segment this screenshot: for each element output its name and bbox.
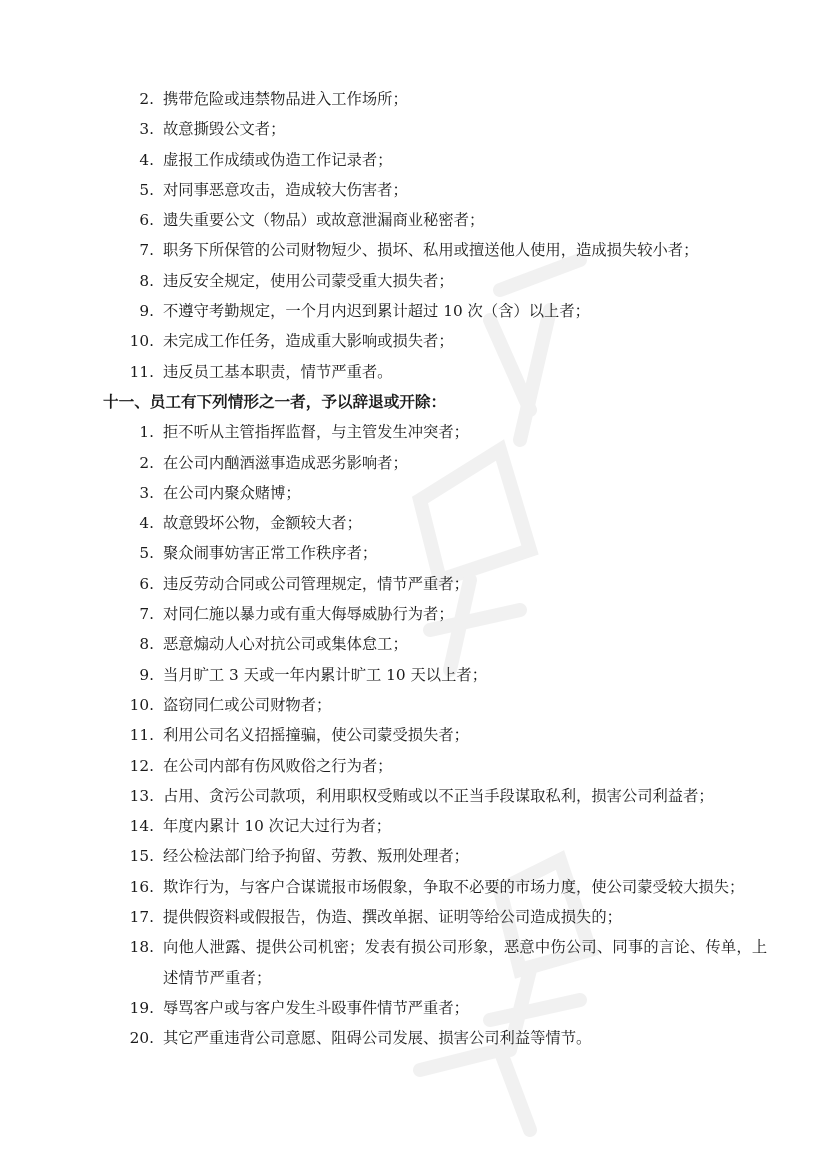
list-item: 9. 当月旷工 3 天或一年内累计旷工 10 天以上者； — [139, 665, 487, 684]
list-item: 17. 提供假资料或假报告，伪造、撰改单据、证明等给公司造成损失的； — [129, 908, 622, 927]
list-item: 10. 未完成工作任务，造成重大影响或损失者； — [129, 332, 454, 351]
list-item: 10. 盗窃同仁或公司财物者； — [129, 695, 332, 714]
list-item: 12. 在公司内部有伤风败俗之行为者； — [129, 756, 393, 775]
list-item: 1. 拒不听从主管指挥监督，与主管发生冲突者； — [139, 423, 469, 442]
list-item: 18. 向他人泄露、提供公司机密；发表有损公司形象，恶意中伤公司、同事的言论、传单，上述情节严重者； — [129, 938, 768, 987]
list-item: 11. 利用公司名义招摇撞骗，使公司蒙受损失者； — [129, 726, 469, 745]
list-item: 9. 不遵守考勤规定，一个月内迟到累计超过 10 次（含）以上者； — [139, 302, 590, 321]
list-item: 11. 违反员工基本职责，情节严重者。 — [129, 362, 393, 381]
list-item: 8. 违反安全规定，使用公司蒙受重大损失者； — [139, 271, 454, 290]
list-item: 3. 故意撕毁公文者； — [139, 120, 286, 139]
list-item: 2. 携带危险或违禁物品进入工作场所； — [139, 90, 408, 108]
list-item: 6. 违反劳动合同或公司管理规定，情节严重者； — [139, 574, 469, 593]
list-item: 7. 职务下所保管的公司财物短少、损坏、私用或擅送他人使用，造成损失较小者； — [139, 241, 699, 260]
list-b — [0, 417, 830, 1053]
list-item: 5. 聚众闹事妨害正常工作秩序者； — [139, 544, 378, 563]
list-item: 8. 恶意煽动人心对抗公司或集体怠工； — [139, 635, 408, 654]
list-item: 15. 经公检法部门给予拘留、劳教、叛刑处理者； — [129, 847, 469, 866]
list-item: 4. 虚报工作成绩或伪造工作记录者； — [139, 150, 393, 169]
list-item: 13. 占用、贪污公司款项，利用职权受贿或以不正当手段谋取私利，损害公司利益者； — [129, 786, 714, 805]
list-item: 2. 在公司内酗酒滋事造成恶劣影响者； — [139, 453, 408, 472]
list-item: 5. 对同事恶意攻击，造成较大伤害者； — [139, 180, 408, 199]
list-item: 19. 辱骂客户或与客户发生斗殴事件情节严重者； — [129, 998, 469, 1017]
section-heading: 十一、员工有下列情形之一者，予以辞退或开除： — [103, 391, 447, 411]
document-body — [0, 84, 830, 1054]
list-item: 4. 故意毁坏公物，金额较大者； — [139, 514, 362, 533]
list-item: 16. 欺诈行为，与客户合谋谎报市场假象，争取不必要的市场力度，使公司蒙受较大损失； — [129, 877, 745, 896]
list-item: 6. 遗失重要公文（物品）或故意泄漏商业秘密者； — [139, 211, 485, 230]
list-item: 20. 其它严重违背公司意愿、阻碍公司发展、损害公司利益等情节。 — [129, 1029, 592, 1048]
list-item: 3. 在公司内聚众赌博； — [139, 483, 301, 502]
list-item: 14. 年度内累计 10 次记大过行为者； — [129, 817, 392, 836]
list-a — [0, 84, 830, 387]
list-item: 7. 对同仁施以暴力或有重大侮辱威胁行为者； — [139, 605, 454, 624]
